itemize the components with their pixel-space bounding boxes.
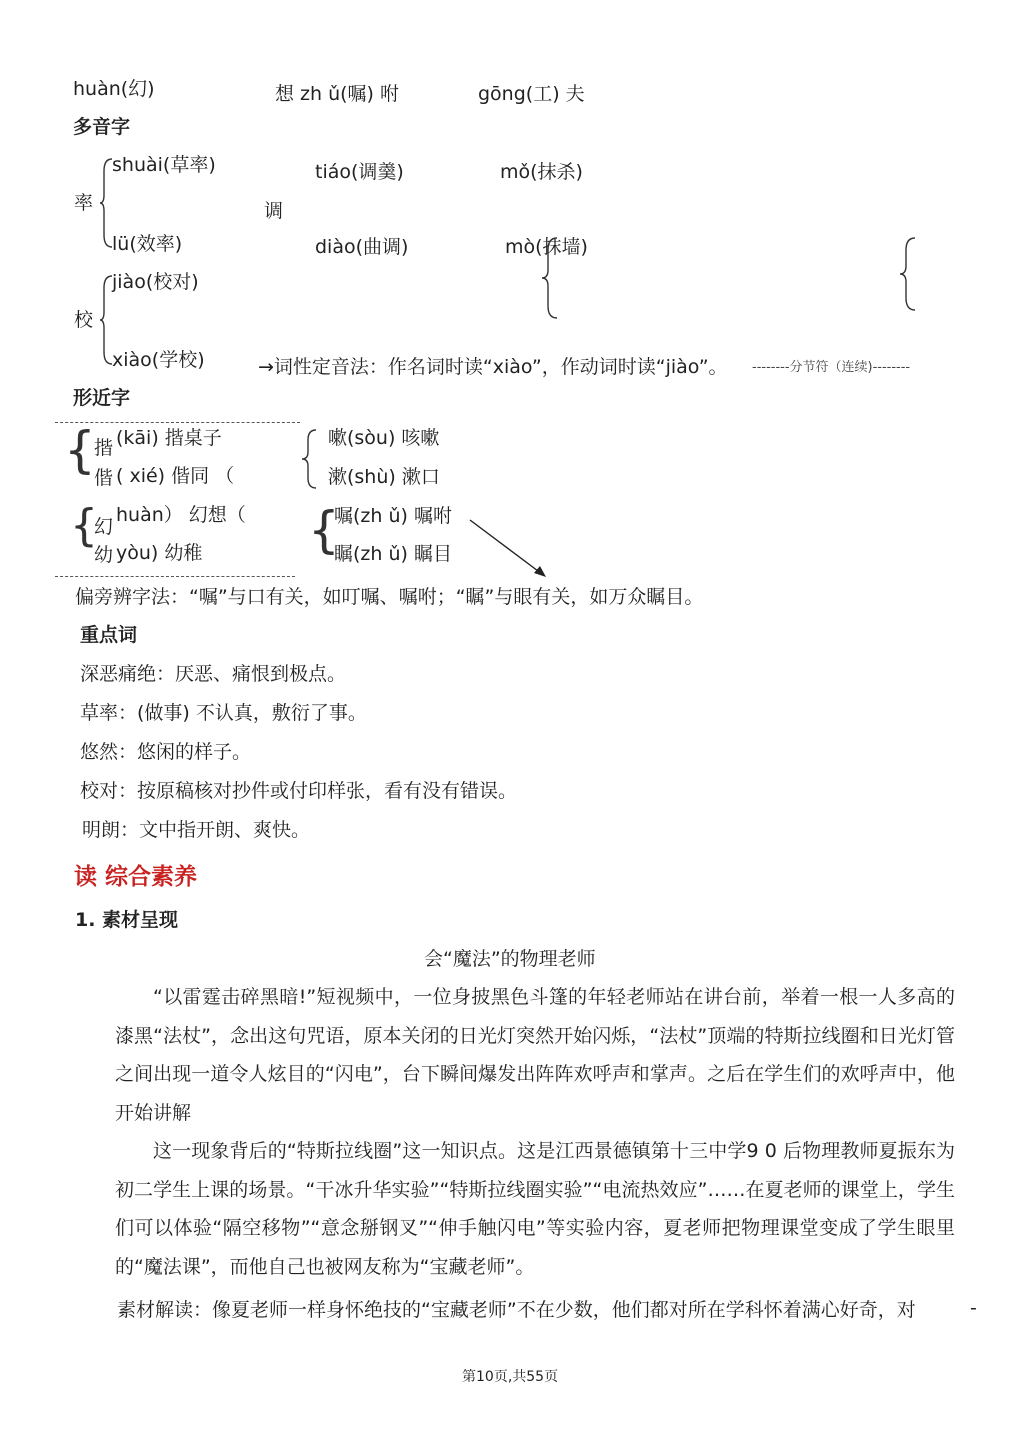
key-word-item: 明朗：文中指开朗、爽快。 [82, 819, 311, 841]
pinyin-huan: huàn(幻) [73, 78, 155, 100]
article-title: 会“魔法”的物理老师 [424, 948, 596, 970]
sou-reading: 嗽(sòu) 咳嗽 [328, 427, 440, 449]
similar-heading: 形近字 [73, 387, 131, 409]
shuai-reading-2: lü(效率) [112, 233, 183, 255]
pinyin-zhu: 想 zh ǔ(嘱) 咐 [275, 83, 400, 105]
paragraph-3-tail: - [970, 1297, 977, 1319]
paragraph-3: 素材解读：像夏老师一样身怀绝技的“宝藏老师”不在少数，他们都对所在学科怀着满心好奇，对 [117, 1299, 916, 1321]
polyphone-rule: →词性定音法：作名词时读“xiào”，作动词时读“jiào”。 [258, 356, 728, 378]
key-word-item: 校对：按原稿核对抄件或付印样张，看有没有错误。 [80, 780, 518, 802]
mo-reading-1: mǒ(抹杀) [500, 161, 583, 183]
section-title: 读 综合素养 [74, 864, 198, 890]
brace-huan: { [70, 500, 98, 551]
shuai-reading-1: shuài(草率) [112, 154, 216, 176]
key-words-heading: 重点词 [80, 624, 138, 646]
xie-reading: ( xié) 偕同 （ [116, 465, 235, 487]
key-word-item: 悠然：悠闲的样子。 [80, 741, 252, 763]
char-kai: 揩 [94, 437, 114, 459]
polyphone-heading: 多音字 [73, 116, 131, 138]
brace-zhu: { [308, 501, 340, 559]
tiao-reading-1: tiáo(调羹) [315, 161, 404, 183]
zhu-reading-1: 嘱(zh ǔ) 嘱咐 [334, 505, 452, 527]
char-tiao: 调 [264, 200, 284, 222]
pinyin-gong: gōng(工) 夫 [478, 83, 585, 105]
you-reading: yòu) 幼稚 [116, 542, 203, 564]
paragraph-1: “以雷霆击碎黑暗!”短视频中，一位身披黑色斗篷的年轻老师站在讲台前，举着一根一人多高的漆黑“法杖”，念出这句咒语，原本关闭的日光灯突然开始闪烁，“法杖”顶端的特斯拉线圈和日光灯管之间出现一道令人炫目的“闪电”，台下瞬间爆发出阵阵欢呼声和掌声。之后在学生们的欢呼声中，他开始讲解 [115, 986, 955, 1124]
kai-reading: (kāi) 揩桌子 [116, 427, 222, 449]
shu-reading: 漱(shù) 漱口 [328, 466, 440, 488]
sub-title: 1. 素材呈现 [75, 909, 179, 931]
section-break: --------分节符（连续)-------- [752, 360, 911, 375]
tiao-reading-2: diào(曲调) [315, 236, 409, 258]
zhu-reading-2: 瞩(zh ǔ) 瞩目 [334, 543, 452, 565]
jiao-reading-2: xiào(学校) [112, 349, 205, 371]
huan-reading: huàn） 幻想（ [116, 504, 246, 526]
brace-kai: { [64, 421, 96, 479]
paragraph-2: 这一现象背后的“特斯拉线圈”这一知识点。这是江西景德镇第十三中学9 0 后物理教师夏振东为初二学生上课的场景。“干冰升华实验”“特斯拉线圈实验”“电流热效应”……在夏老师的课堂上，学生们可以体验“隔空移物”“意念掰钢叉”“伸手触闪电”等实验内容，夏老师把物理课堂变成了学生眼里的“魔法课”，而他自己也被网友称为“宝藏老师”。 [115, 1140, 955, 1278]
arrow [466, 516, 550, 580]
radical-method: 偏旁辨字法：“嘱”与口有关，如叮嘱、嘱咐；“瞩”与眼有关，如万众瞩目。 [75, 586, 704, 608]
dashed-line-bottom [55, 576, 295, 577]
key-word-item: 深恶痛绝：厌恶、痛恨到极点。 [80, 663, 347, 685]
char-you: 幼 [94, 544, 114, 566]
char-shuai: 率 [74, 192, 94, 214]
brace-right [898, 236, 918, 312]
key-word-item: 草率：(做事) 不认真，敷衍了事。 [80, 702, 367, 724]
char-xie: 偕 [94, 467, 114, 489]
page-number: 第10页,共55页 [462, 1369, 559, 1385]
char-jiao: 校 [74, 309, 94, 331]
mo-reading-2: mò(抹墙) [505, 236, 588, 258]
char-huan: 幻 [94, 516, 114, 538]
brace-sou [300, 428, 318, 490]
jiao-reading-1: jiào(校对) [112, 271, 199, 293]
brace-mo [540, 236, 560, 320]
